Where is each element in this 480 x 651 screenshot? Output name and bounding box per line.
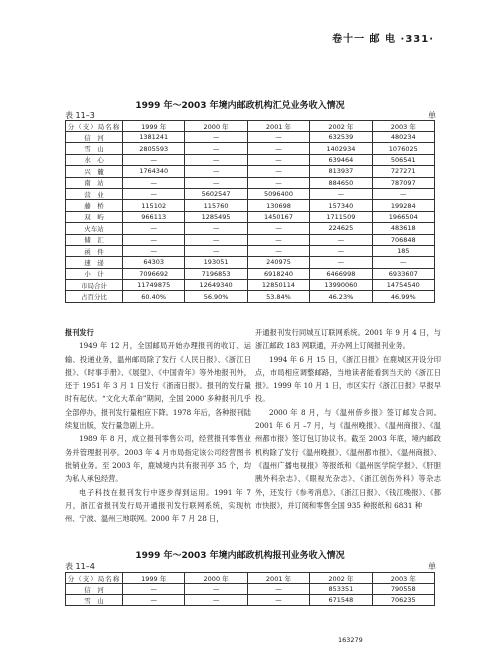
table-cell: 14754540 — [372, 280, 434, 291]
table-cell: — — [247, 177, 309, 188]
table-cell: — — [310, 188, 372, 199]
row-label: 营 业 — [66, 188, 123, 199]
table-row — [66, 291, 435, 302]
table-cell: — — [185, 154, 247, 165]
table-cell: 480234 — [372, 132, 434, 143]
table-cell: — — [185, 132, 247, 143]
table-cell: — — [185, 143, 247, 154]
table-cell: 483618 — [372, 223, 434, 234]
table-cell-partial: 163279 — [338, 636, 363, 644]
table-row — [66, 200, 435, 211]
row-label: 函 件 — [66, 245, 123, 256]
table-cell: — — [247, 223, 309, 234]
table-cell: — — [123, 154, 185, 165]
table-row — [66, 154, 435, 165]
table-cell: 224625 — [310, 223, 372, 234]
table-cell: 7196853 — [185, 268, 247, 279]
table-cell: 11749875 — [123, 280, 185, 291]
row-label: 兴 麓 — [66, 166, 123, 177]
table-11-4 — [65, 572, 435, 606]
row-label: 雪 山 — [66, 595, 123, 606]
table-cell: 46.23% — [310, 291, 372, 302]
table-11-4-title: 1999 年～2003 年境内邮政机构报刊业务收入情况 — [135, 551, 345, 561]
table-cell: 966113 — [123, 211, 185, 222]
row-label: 市局合计 — [66, 280, 123, 291]
table-cell: 706848 — [372, 234, 434, 245]
table-cell: — — [310, 257, 372, 268]
row-label: 南 站 — [66, 177, 123, 188]
table-cell: — — [372, 188, 434, 199]
table-cell: 1402934 — [310, 143, 372, 154]
table-cell: 56.90% — [185, 291, 247, 302]
table-cell: — — [247, 245, 309, 256]
table-cell: 6466998 — [310, 268, 372, 279]
row-label: 信 河 — [66, 132, 123, 143]
table-row — [66, 280, 435, 291]
table-cell: — — [123, 223, 185, 234]
table-row — [66, 177, 435, 188]
table-cell: 671548 — [310, 595, 372, 606]
table-cell: 240975 — [247, 257, 309, 268]
table-cell: 13990060 — [310, 280, 372, 291]
table-cell: 130698 — [247, 200, 309, 211]
table-row — [66, 584, 435, 595]
table-cell: 790558 — [372, 584, 434, 595]
table-row — [66, 223, 435, 234]
table-cell: — — [247, 595, 309, 606]
table-row — [66, 166, 435, 177]
table-cell: — — [123, 188, 185, 199]
table-cell: 115760 — [185, 200, 247, 211]
table-cell: 506541 — [372, 154, 434, 165]
page-header: 卷十一 邮 电 ·331· — [332, 34, 434, 45]
column-header: 1999 年 — [123, 121, 185, 132]
table-cell: — — [185, 223, 247, 234]
paragraph: 开通报刊发行同城互订联网系统。2001 年 9 月 4 日，与浙江邮政 183 网联通，开办网上订阅报刊业务。 — [255, 328, 441, 351]
row-label: 占百分比 — [66, 291, 123, 302]
row-label: 储 汇 — [66, 234, 123, 245]
table-row — [66, 188, 435, 199]
table-cell: 12649340 — [185, 280, 247, 291]
table-11-3-title: 1999 年～2003 年境内邮政机构汇兑业务收入情况 — [135, 101, 345, 111]
table-cell: 7096692 — [123, 268, 185, 279]
column-header: 2003 年 — [372, 573, 434, 584]
table-cell: 157340 — [310, 200, 372, 211]
table-row — [66, 211, 435, 222]
table-cell: 185 — [372, 245, 434, 256]
text-column-left — [65, 326, 251, 525]
table-cell: 706235 — [372, 595, 434, 606]
table-cell: — — [372, 257, 434, 268]
table-cell: 46.99% — [372, 291, 434, 302]
section-heading: 报刊发行 — [65, 328, 94, 337]
table-cell: — — [123, 234, 185, 245]
paragraph: 1989 年 8 月，成立报刊零售公司，经营报刊零售业务并管理报刊亭。2003 年 4 月市局指定该公司经营图书批销业务。至 2003 年，鹿城境内共有报刊亭 35 个，均为私人承包经营。 — [65, 434, 251, 484]
table-cell: 64303 — [123, 257, 185, 268]
table-cell: 1764340 — [123, 166, 185, 177]
column-header: 2000 年 — [185, 573, 247, 584]
text-column-right — [255, 326, 441, 512]
row-label: 雪 山 — [66, 143, 123, 154]
row-label: 信 河 — [66, 584, 123, 595]
table-cell: 199284 — [372, 200, 434, 211]
table-11-3 — [65, 120, 435, 303]
table-cell: — — [123, 584, 185, 595]
table-cell: 12850114 — [247, 280, 309, 291]
table-cell: — — [247, 132, 309, 143]
paragraph: 电子科技在报刊发行中逐步得到运用。1991 年 7 月，浙江省报刊发行局开通报刊发行联网系统，实现杭州、宁波、温州三地联网。2000 年 7 月 28 日， — [65, 487, 251, 524]
table-row — [66, 257, 435, 268]
table-cell: — — [185, 584, 247, 595]
table-row — [66, 245, 435, 256]
table-cell: 6933607 — [372, 268, 434, 279]
column-header: 分（支）局名称 — [66, 573, 123, 584]
table-cell: 5096400 — [247, 188, 309, 199]
table-cell: — — [185, 166, 247, 177]
table-cell: — — [310, 245, 372, 256]
table-cell: 1966504 — [372, 211, 434, 222]
row-label: 双 屿 — [66, 211, 123, 222]
table-cell: 1285495 — [185, 211, 247, 222]
table-cell: — — [123, 595, 185, 606]
table-cell: — — [310, 234, 372, 245]
table-cell: 787097 — [372, 177, 434, 188]
column-header: 2000 年 — [185, 121, 247, 132]
table-cell: 60.40% — [123, 291, 185, 302]
row-label: 火车站 — [66, 223, 123, 234]
table-cell: 1381241 — [123, 132, 185, 143]
table-cell: 853351 — [310, 584, 372, 595]
column-header: 2002 年 — [310, 573, 372, 584]
table-cell: 1711509 — [310, 211, 372, 222]
table-cell: 2805593 — [123, 143, 185, 154]
table-row — [66, 268, 435, 279]
table-cell: — — [123, 245, 185, 256]
table-cell: — — [247, 166, 309, 177]
paragraph: 1994 年 6 月 15 日，《浙江日报》在鹿城区开设分印点，市局相应调整邮路，当地读者能看到当天的《浙江日报》。1999 年 10 月 1 日，市区实行《浙江日报》早报早投。 — [255, 354, 441, 404]
table-cell: 884650 — [310, 177, 372, 188]
table-cell: 1076025 — [372, 143, 434, 154]
table-row — [66, 595, 435, 606]
table-cell: — — [185, 234, 247, 245]
table-cell: — — [247, 143, 309, 154]
column-header: 1999 年 — [123, 573, 185, 584]
column-header: 2001 年 — [247, 573, 309, 584]
table-cell: — — [123, 177, 185, 188]
column-header: 2001 年 — [247, 121, 309, 132]
table-cell: 53.84% — [247, 291, 309, 302]
table-11-4-unit: 单 — [428, 562, 436, 571]
row-label: 小 计 — [66, 268, 123, 279]
paragraph: 2000 年 8 月，与《温州侨乡报》签订邮发合同。2001 年 6 月 –7 月，与《温州晚报》、《温州商报》、《温州都市报》签订包订协议书。截至 2003 年底，境内邮政机构除了发行《温州晚报》、《温州都市报》、《温州商报》、《温州广播电视报》等报纸和《温州医学院学报》、《肝胆胰外科杂志》、《眼视光杂志》、《浙江创伤外科》等杂志外，还发行《参考消息》、《浙江日报》、《钱江晚报》、《都市快报》，并订阅和零售全国 935 种报纸和 6831 种 — [255, 407, 441, 510]
table-row — [66, 234, 435, 245]
table-row — [66, 132, 435, 143]
table-cell: — — [247, 584, 309, 595]
table-cell: — — [185, 177, 247, 188]
column-header: 2003 年 — [372, 121, 434, 132]
table-cell: — — [185, 595, 247, 606]
table-row — [66, 143, 435, 154]
table-cell: 115102 — [123, 200, 185, 211]
table-cell: — — [247, 234, 309, 245]
table-cell: — — [185, 245, 247, 256]
paragraph: 1949 年 12 月，全国邮局开始办理报刊的收订、运输、投递业务，温州邮局除了发行《人民日报》、《浙江日报》、《时事手册》、《展望》、《中国青年》等外地报刊外，还于 1951 年 3 月 1 日发行《浙南日报》。报刊的发行量时有起伏。“文化大革命”期间，全国 2000 多种报刊几乎全部停办，报刊发行量相应下降。1978 年后，各种报刊陆续复出版，发行量急剧上升。 — [65, 341, 251, 431]
table-cell: 5602547 — [185, 188, 247, 199]
table-11-3-number: 表 11–3 — [65, 111, 95, 120]
column-header: 2002 年 — [310, 121, 372, 132]
table-cell: 1450167 — [247, 211, 309, 222]
table-cell: 193051 — [185, 257, 247, 268]
table-11-4-number: 表 11–4 — [65, 562, 95, 571]
table-cell: 6918240 — [247, 268, 309, 279]
table-cell: — — [247, 154, 309, 165]
table-11-3-unit: 单 — [428, 111, 436, 120]
row-label: 藤 桥 — [66, 200, 123, 211]
row-label: 水 心 — [66, 154, 123, 165]
table-cell: 813937 — [310, 166, 372, 177]
table-cell: 639464 — [310, 154, 372, 165]
table-cell: 632539 — [310, 132, 372, 143]
table-cell: 727271 — [372, 166, 434, 177]
column-header: 分（支）局名称 — [66, 121, 123, 132]
row-label: 速 递 — [66, 257, 123, 268]
